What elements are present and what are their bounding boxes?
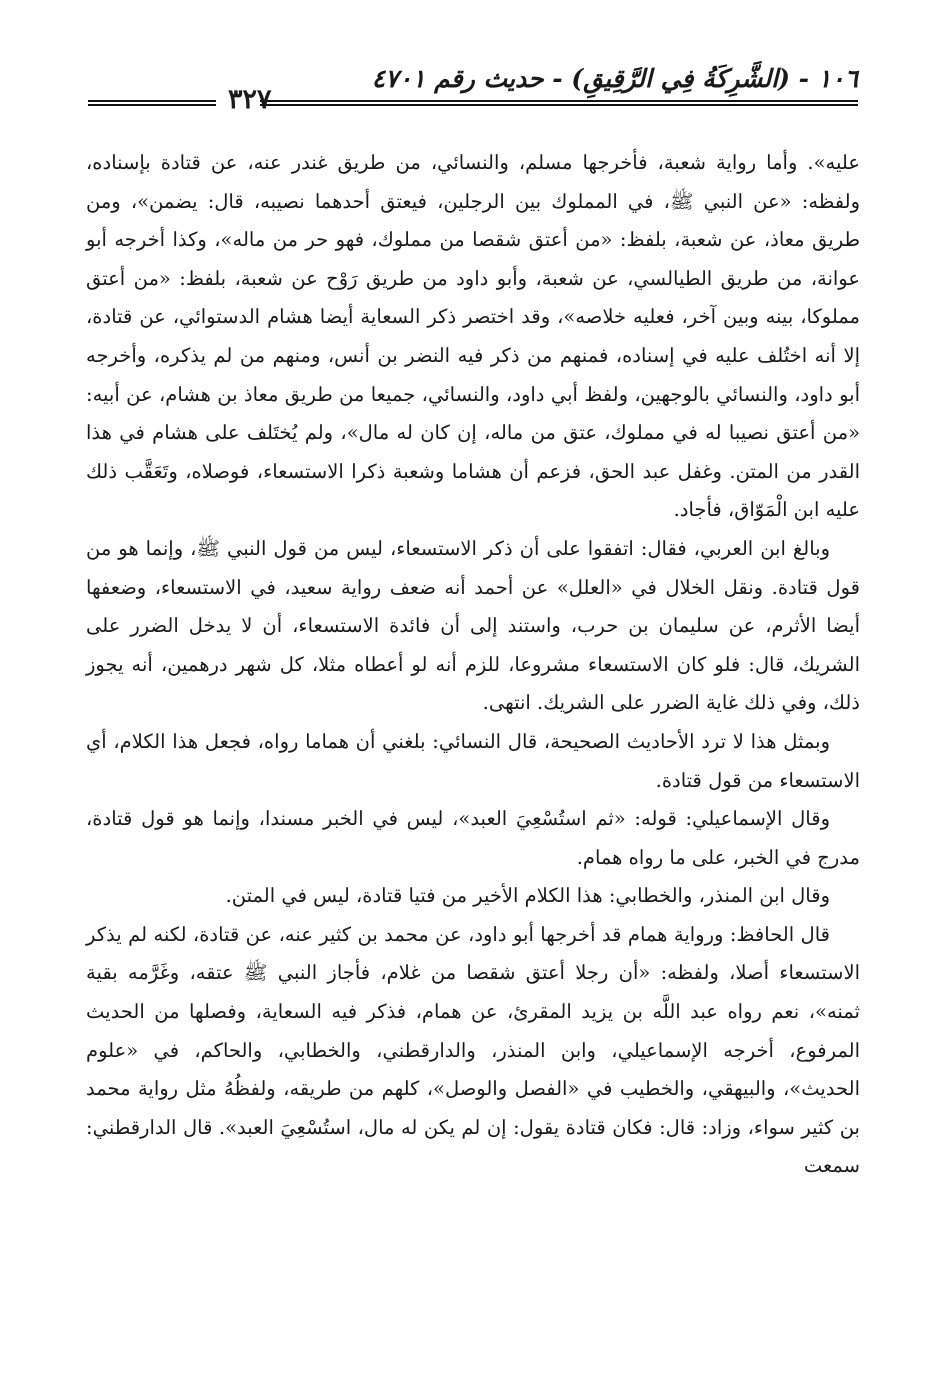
body-text <box>86 144 860 1186</box>
paragraph-1: عليه». وأما رواية شعبة، فأخرجها مسلم، والنسائي، من طريق غندر عنه، عن قتادة بإسناده، ولفظه: «عن النبي ﷺ، في المملوك بين الرجلين، فيعتق أحدهما نصيبه، قال: يضمن»، ومن طريق معاذ، عن شعبة، بلفظ: «من أعتق شقصا من مملوك، فهو حر من ماله»، وكذا أخرجه أبو عوانة، من طريق الطيالسي، عن شعبة، وأبو داود من طريق رَوْح عن شعبة، بلفظ: «من أعتق مملوكا، بينه وبين آخر، فعليه خلاصه»، وقد اختصر ذكر السعاية أيضا هشام الدستوائي، عن قتادة، إلا أنه اختُلف عليه في إسناده، فمنهم من ذكر فيه النضر بن أنس، ومنهم من لم يذكره، وأخرجه أبو داود، والنسائي بالوجهين، ولفظ أبي داود، والنسائي، جميعا من طريق معاذ بن هشام، عن أبيه: «من أعتق نصيبا له في مملوك، عتق من ماله، إن كان له مال»، ولم يُختَلف على هشام في هذا القدر من المتن. وغفل عبد الحق، فزعم أن هشاما وشعبة ذكرا الاستسعاء، فوصلاه، وتَعَقَّب ذلك عليه ابن الْمَوّاق، فأجاد. <box>86 151 860 522</box>
header-double-rule <box>260 100 858 106</box>
page-number-rule <box>88 100 216 106</box>
paragraph-5: وقال ابن المنذر، والخطابي: هذا الكلام الأخير من فتيا قتادة، ليس في المتن. <box>225 884 830 908</box>
paragraph-2: وبالغ ابن العربي، فقال: اتفقوا على أن ذكر الاستسعاء، ليس من قول النبي ﷺ، وإنما هو من قول قتادة. ونقل الخلال في «العلل» عن أحمد أنه ضعف رواية سعيد، في الاستسعاء، وضعفها أيضا الأثرم، عن سليمان بن حرب، واستند إلى أن فائدة الاستسعاء، أن لا يدخل الضرر على الشريك، قال: فلو كان الاستسعاء مشروعا، للزم أنه لو أعطاه مثلا، كل شهر درهمين، أنه يجوز ذلك، وفي ذلك غاية الضرر على الشريك. انتهى. <box>86 536 860 715</box>
page-number: ٣٢٧ <box>228 84 272 115</box>
paragraph-6: قال الحافظ: ورواية همام قد أخرجها أبو داود، عن محمد بن كثير عنه، عن قتادة، لكنه لم يذكر الاستسعاء أصلا، ولفظه: «أن رجلا أعتق شقصا من غلام، فأجاز النبي ﷺ عتقه، وغَرَّمه بقية ثمنه»، نعم رواه عبد اللَّه بن يزيد المقرئ، عن همام، فذكر فيه السعاية، وفصلها من الحديث المرفوع، أخرجه الإسماعيلي، وابن المنذر، والدارقطني، والخطابي، والحاكم، في «علوم الحديث»، والبيهقي، والخطيب في «الفصل والوصل»، كلهم من طريقه، ولفظُهُ مثل رواية محمد بن كثير سواء، وزاد: قال: فكان قتادة يقول: إن لم يكن له مال، استُسْعِيَ العبد». قال الدارقطني: سمعت <box>86 922 860 1178</box>
paragraph-4: وقال الإسماعيلي: قوله: «ثم استُسْعِيَ العبد»، ليس في الخبر مسندا، وإنما هو قول قتادة، مدرج في الخبر، على ما رواه همام. <box>86 807 860 869</box>
running-header <box>88 62 858 118</box>
paragraph-3: وبمثل هذا لا ترد الأحاديث الصحيحة، قال النسائي: بلغني أن هماما رواه، فجعل هذا الكلام، أي الاستسعاء من قول قتادة. <box>86 729 860 792</box>
chapter-title: ١٠٦ - (الشَّرِكَةُ فِي الرَّقِيقِ) - حديث رقم ٤٧٠١ <box>371 64 858 93</box>
